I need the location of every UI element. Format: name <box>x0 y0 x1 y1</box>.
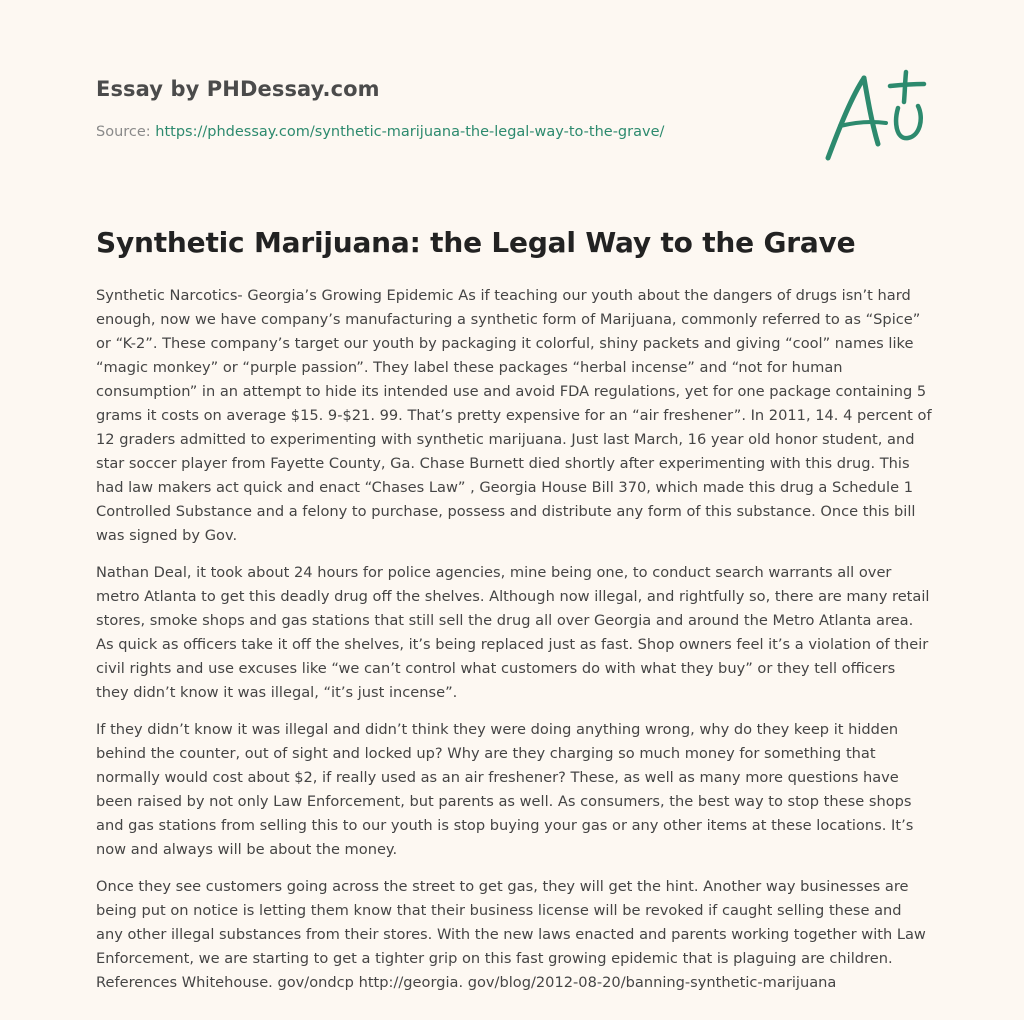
essay-title: Synthetic Marijuana: the Legal Way to the Grave <box>96 226 856 259</box>
source-line <box>96 124 664 140</box>
a-plus-grade-icon <box>820 66 930 166</box>
essay-paragraph: Nathan Deal, it took about 24 hours for police agencies, mine being one, to conduct search warrants all over metro Atlanta to get this deadly drug off the shelves. Although now illegal, and rightfully so, there are many retail stores, smoke shops and gas stations that still sell the drug all over Georgia and around the Metro Atlanta area. As quick as officers take it off the shelves, it’s being replaced just as fast. Shop owners feel it’s a violation of their civil rights and use excuses like “we can’t control what customers do with what they buy” or they tell officers they didn’t know it was illegal, “it’s just incense”. <box>96 564 930 701</box>
essay-paragraph: Once they see customers going across the street to get gas, they will get the hint. Another way businesses are being put on notice is letting them know that their business license will be revoked if caught selling these and any other illegal substances from their stores. With the new laws enacted and parents working together with Law Enforcement, we are starting to get a tighter grip on this fast growing epidemic that is plaguing are children. References Whitehouse. gov/ondcp http://georgia. gov/blog/2012-08-20/banning-synthetic-marijuana <box>96 878 926 991</box>
essay-body <box>96 284 932 1008</box>
essay-paragraph: If they didn’t know it was illegal and didn’t think they were doing anything wrong, why do they keep it hidden behind the counter, out of sight and locked up? Why are they charging so much money for something that normally would cost about $2, if really used as an air freshener? These, as well as many more questions have been raised by not only Law Enforcement, but parents as well. As consumers, the best way to stop these shops and gas stations from selling this to our youth is stop buying your gas or any other items at these locations. It’s now and always will be about the money. <box>96 721 914 858</box>
site-brand: Essay by PHDessay.com <box>96 77 380 101</box>
source-link[interactable]: https://phdessay.com/synthetic-marijuana-the-legal-way-to-the-grave/ <box>155 124 665 140</box>
essay-paragraph: Synthetic Narcotics- Georgia’s Growing Epidemic As if teaching our youth about the dangers of drugs isn’t hard enough, now we have company’s manufacturing a synthetic form of Marijuana, commonly referred to as “Spice” or “K-2”. These company’s target our youth by packaging it colorful, shiny packets and giving “cool” names like “magic monkey” or “purple passion”. They label these packages “herbal incense” and “not for human consumption” in an attempt to hide its intended use and avoid FDA regulations, yet for one package containing 5 grams it costs on average $15. 9-$21. 99. That’s pretty expensive for an “air freshener”. In 2011, 14. 4 percent of 12 graders admitted to experimenting with synthetic marijuana. Just last March, 16 year old honor student, and star soccer player from Fayette County, Ga. Chase Burnett died shortly after experimenting with this drug. This had law makers act quick and enact “Chases Law” , Georgia House Bill 370, which made this drug a Schedule 1 Controlled Substance and a felony to purchase, possess and distribute any form of this substance. Once this bill was signed by Gov. <box>96 287 932 544</box>
source-label: Source: <box>96 124 156 140</box>
